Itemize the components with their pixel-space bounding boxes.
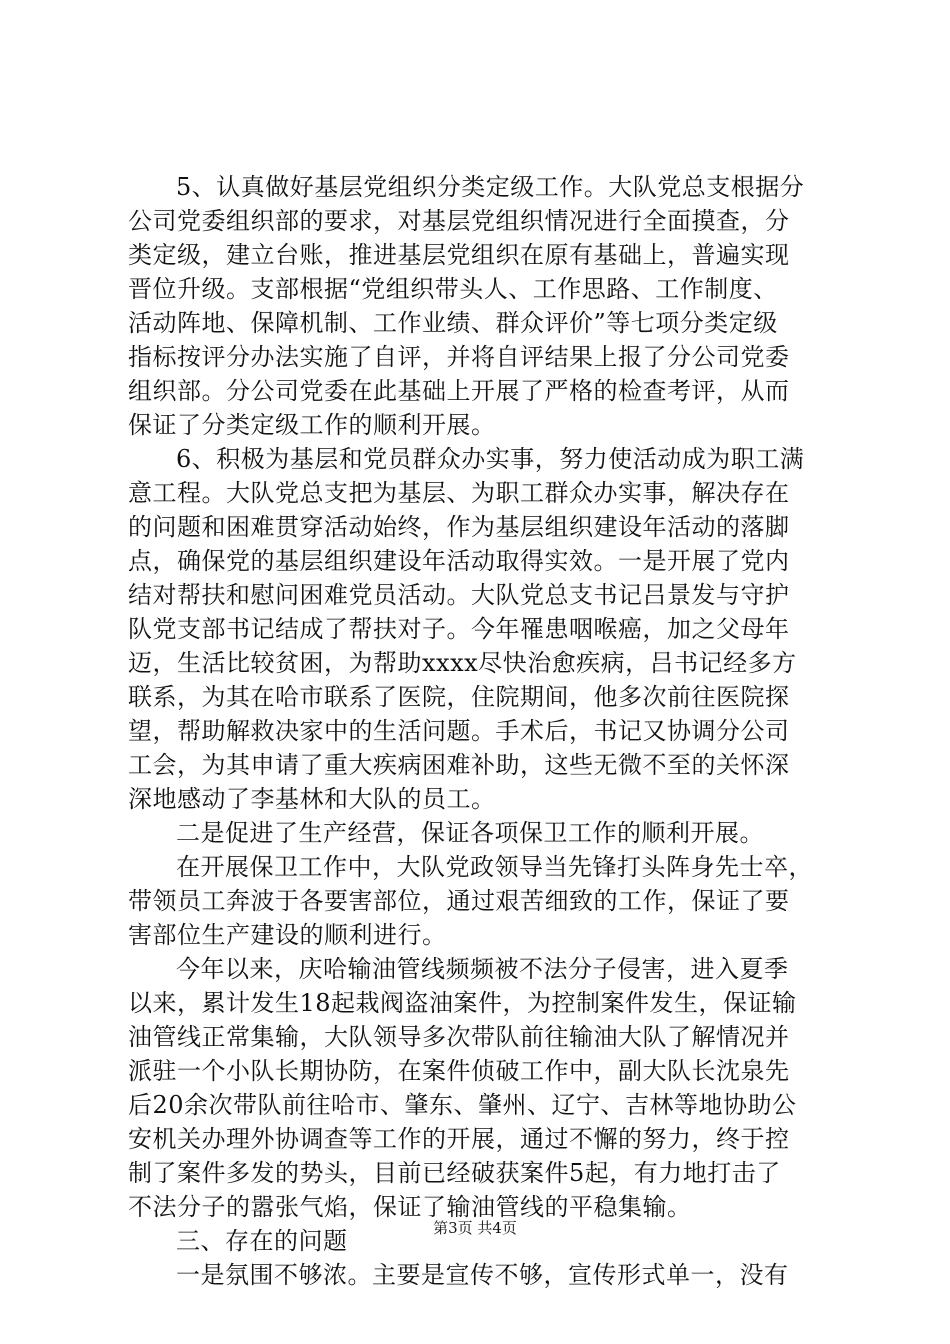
paragraph-line: 的问题和困难贯穿活动始终，作为基层组织建设年活动的落脚	[128, 513, 790, 541]
paragraph-line: 类定级，建立台账，推进基层党组织在原有基础上，普遍实现	[128, 241, 790, 269]
page-footer	[0, 1218, 950, 1238]
paragraph-line: 结对帮扶和慰问困难党员活动。大队党总支书记吕景发与守护	[128, 581, 790, 609]
paragraph-line: 点，确保党的基层组织建设年活动取得实效。一是开展了党内	[128, 547, 790, 575]
paragraph-line: 制了案件多发的势头，目前已经破获案件5起，有力地打击了	[128, 1159, 781, 1187]
paragraph-line: 活动阵地、保障机制、工作业绩、群众评价”等七项分类定级	[128, 309, 778, 337]
paragraph-line: 后20余次带队前往哈市、肇东、肇州、辽宁、吉林等地协助公	[128, 1091, 797, 1119]
paragraph-line: 队党支部书记结成了帮扶对子。今年罹患咽喉癌，加之父母年	[128, 615, 790, 643]
paragraph-line: 安机关办理外协调查等工作的开展，通过不懈的努力，终于控	[128, 1125, 790, 1153]
paragraph-line: 不法分子的嚣张气焰，保证了输油管线的平稳集输。	[128, 1193, 692, 1221]
document-body	[128, 170, 838, 1292]
paragraph-line: 带领员工奔波于各要害部位，通过艰苦细致的工作，保证了要	[128, 887, 790, 915]
paragraph-line: 6、积极为基层和党员群众办实事，努力使活动成为职工满	[176, 445, 805, 473]
paragraph-line: 指标按评分办法实施了自评，并将自评结果上报了分公司党委	[128, 343, 790, 371]
paragraph-line: 工会，为其申请了重大疾病困难补助，这些无微不至的关怀深	[128, 751, 790, 779]
paragraph-line: 望，帮助解救决家中的生活问题。手术后，书记又协调分公司	[128, 717, 790, 745]
paragraph-line: 迈，生活比较贫困，为帮助xxxx尽快治愈疾病，吕书记经多方	[128, 649, 797, 677]
paragraph-line: 晋位升级。支部根据“党组织带头人、工作思路、工作制度、	[128, 275, 778, 303]
paragraph-line: 在开展保卫工作中，大队党政领导当先锋打头阵身先士卒，	[176, 853, 813, 881]
paragraph-line: 害部位生产建设的顺利进行。	[128, 921, 447, 949]
paragraph-line: 意工程。大队党总支把为基层、为职工群众办实事，解决存在	[128, 479, 790, 507]
section-heading: 三、存在的问题	[176, 1227, 348, 1255]
paragraph-line: 二是促进了生产经营，保证各项保卫工作的顺利开展。	[176, 819, 764, 847]
page-number: 第3页 共4页	[433, 1219, 517, 1237]
paragraph-line: 公司党委组织部的要求，对基层党组织情况进行全面摸查，分	[128, 207, 790, 235]
paragraph-line: 组织部。分公司党委在此基础上开展了严格的检查考评，从而	[128, 377, 790, 405]
paragraph-line: 派驻一个小队长期协防，在案件侦破工作中，副大队长沈泉先	[128, 1057, 790, 1085]
paragraph-line: 保证了分类定级工作的顺利开展。	[128, 411, 496, 439]
paragraph-line: 今年以来，庆哈输油管线频频被不法分子侵害，进入夏季	[176, 955, 789, 983]
paragraph-line: 深地感动了李基林和大队的员工。	[128, 785, 496, 813]
paragraph-line: 5、认真做好基层党组织分类定级工作。大队党总支根据分	[176, 173, 805, 201]
paragraph-line: 一是氛围不够浓。主要是宣传不够，宣传形式单一，没有	[176, 1261, 789, 1289]
paragraph-line: 以来，累计发生18起栽阀盗油案件，为控制案件发生，保证输	[128, 989, 797, 1017]
paragraph-line: 油管线正常集输，大队领导多次带队前往输油大队了解情况并	[128, 1023, 790, 1051]
paragraph-line: 联系，为其在哈市联系了医院，住院期间，他多次前往医院探	[128, 683, 790, 711]
